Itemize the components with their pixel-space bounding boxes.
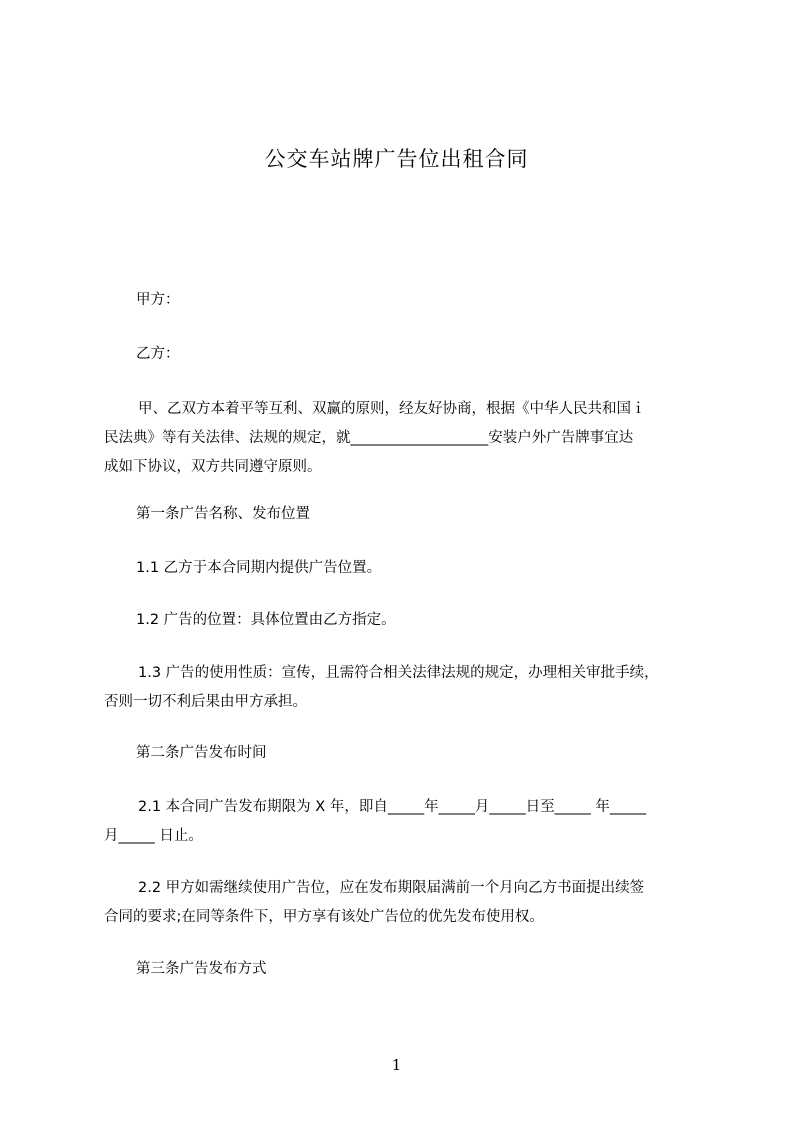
clause-2-1-line-2: 月_____ 日止。 — [104, 828, 203, 844]
clause-1-3-line-2: 否则一切不利后果由甲方承担。 — [104, 694, 307, 710]
clause-2-2-line-2: 合同的要求;在同等条件下，甲方享有该处广告位的优先发布使用权。 — [104, 909, 544, 925]
clause-2-1-line-1: 2.1 本合同广告发布期限为 X 年，即自_____年_____月_____日至_____ 年_____ — [138, 799, 647, 815]
preamble-line-1: 甲、乙双方本着平等互利、双赢的原则，经友好协商，根据《中华人民共和国ｉ — [138, 401, 646, 417]
preamble-line-3: 成如下协议，双方共同遵守原则。 — [104, 459, 322, 475]
preamble-paragraph — [104, 395, 704, 482]
clause-2-1 — [104, 793, 704, 851]
party-b-line: 乙方： — [136, 346, 180, 362]
preamble-line-2: 民法典》等有关法律、法规的规定，就___________________安装户外广告牌事宜达 — [104, 430, 634, 446]
party-a-line: 甲方： — [136, 292, 180, 308]
clause-1-3-line-1: 1.3 广告的使用性质：宣传，且需符合相关法律法规的规定，办理相关审批手续， — [138, 665, 659, 681]
clause-1-1: 1.1 乙方于本合同期内提供广告位置。 — [136, 560, 382, 576]
article-1-heading: 第一条广告名称、发布位置 — [136, 506, 310, 522]
page-number: 1 — [391, 1056, 402, 1074]
clause-1-2: 1.2 广告的位置：具体位置由乙方指定。 — [136, 612, 396, 628]
clause-2-2-line-1: 2.2 甲方如需继续使用广告位，应在发布期限届满前一个月向乙方书面提出续签 — [138, 880, 645, 896]
article-3-heading: 第三条广告发布方式 — [136, 961, 267, 977]
clause-2-2 — [104, 874, 704, 932]
document-title: 公交车站牌广告位出租合同 — [264, 147, 529, 171]
article-2-heading: 第二条广告发布时间 — [136, 745, 267, 761]
clause-1-3 — [104, 659, 704, 717]
